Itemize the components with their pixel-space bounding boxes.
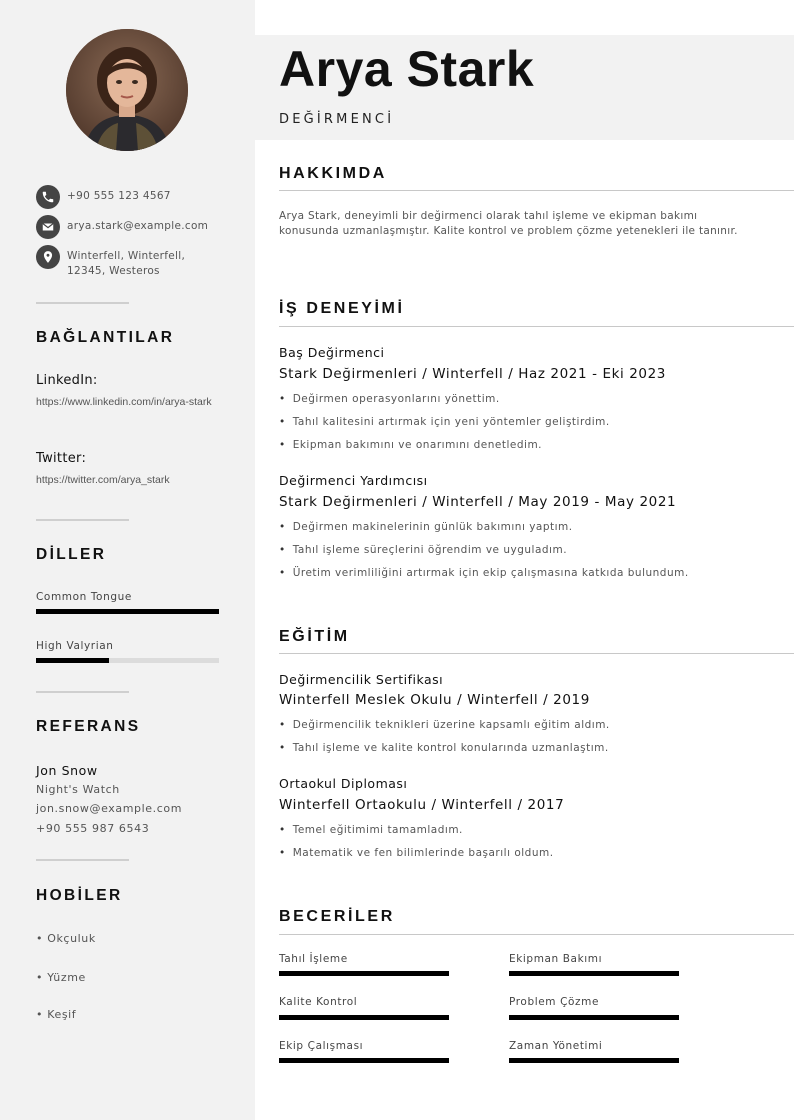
job-bullet: • Değirmen operasyonlarını yönettim. — [279, 393, 500, 405]
section-rule — [279, 190, 794, 191]
skill-level-fill — [509, 1058, 679, 1063]
edu-school: Winterfell Ortaokulu / Winterfell / 2017 — [279, 797, 565, 813]
location-pin-icon — [36, 245, 60, 269]
languages-heading: DİLLER — [36, 546, 107, 563]
phone-icon — [36, 185, 60, 209]
experience-heading: İŞ DENEYİMİ — [279, 300, 405, 317]
divider — [36, 302, 129, 304]
job-bullet: • Değirmen makinelerinin günlük bakımını yaptım. — [279, 521, 573, 533]
job-org: Stark Değirmenleri / Winterfell / Haz 2021 - Eki 2023 — [279, 366, 666, 382]
hobby-item: • Keşif — [36, 1008, 77, 1021]
divider — [36, 519, 129, 521]
skill-name: Problem Çözme — [509, 996, 600, 1008]
avatar-portrait-image — [66, 29, 188, 151]
twitter-label: Twitter: — [36, 451, 87, 466]
job-bullet: • Üretim verimliliğini artırmak için ekip çalışmasına katkıda bulundum. — [279, 567, 689, 579]
skill-level-bar — [509, 1015, 679, 1020]
language-level-fill — [36, 609, 219, 614]
sidebar — [0, 0, 255, 1120]
skill-name: Tahıl İşleme — [279, 953, 348, 965]
skill-level-fill — [279, 971, 449, 976]
address-text — [67, 245, 185, 279]
linkedin-label: LinkedIn: — [36, 373, 98, 388]
education-heading: EĞİTİM — [279, 628, 350, 645]
job-role: Değirmenci Yardımcısı — [279, 473, 428, 488]
section-rule — [279, 934, 794, 935]
main-content — [255, 0, 794, 1120]
skill-level-bar — [279, 971, 449, 976]
edu-bullet: • Tahıl işleme ve kalite kontrol konularında uzmanlaştım. — [279, 742, 609, 754]
reference-org: Night's Watch — [36, 783, 120, 796]
job-title: DEĞİRMENCİ — [279, 112, 395, 127]
about-text: Arya Stark, deneyimli bir değirmenci olarak tahıl işleme ve ekipman bakımı konusunda uzmanlaşmıştır. Kalite kontrol ve problem çözme yetenekleri ile tanınır. — [279, 210, 738, 237]
edu-degree: Ortaokul Diploması — [279, 776, 408, 791]
skill-level-fill — [279, 1058, 449, 1063]
language-level-fill — [36, 658, 109, 663]
linkedin-link[interactable]: https://www.linkedin.com/in/arya-stark — [36, 396, 212, 408]
language-level-bar — [36, 658, 219, 663]
address-line1: Winterfell, Winterfell, — [67, 250, 186, 262]
edu-bullet: • Matematik ve fen bilimlerinde başarılı oldum. — [279, 847, 554, 859]
reference-email[interactable]: jon.snow@example.com — [36, 802, 183, 815]
contact-address — [36, 245, 185, 279]
reference-phone: +90 555 987 6543 — [36, 822, 150, 835]
skill-name: Kalite Kontrol — [279, 996, 358, 1008]
links-heading: BAĞLANTILAR — [36, 329, 175, 346]
skill-level-fill — [509, 971, 679, 976]
email-text: arya.stark@example.com — [67, 220, 209, 232]
hobbies-heading: HOBİLER — [36, 887, 123, 904]
divider — [36, 859, 129, 861]
skill-name: Zaman Yönetimi — [509, 1040, 603, 1052]
language-level-bar — [36, 609, 219, 614]
edu-degree: Değirmencilik Sertifikası — [279, 672, 444, 687]
section-rule — [279, 653, 794, 654]
hobby-item: • Okçuluk — [36, 932, 96, 945]
edu-bullet: • Değirmencilik teknikleri üzerine kapsamlı eğitim aldım. — [279, 719, 610, 731]
skills-heading: BECERİLER — [279, 908, 395, 925]
about-heading: HAKKIMDA — [279, 165, 387, 182]
avatar — [66, 29, 188, 151]
reference-name: Jon Snow — [36, 763, 98, 778]
language-name: High Valyrian — [36, 640, 114, 652]
section-rule — [279, 326, 794, 327]
skill-level-bar — [279, 1058, 449, 1063]
job-role: Baş Değirmenci — [279, 345, 385, 360]
skill-level-bar — [509, 971, 679, 976]
phone-text: +90 555 123 4567 — [67, 190, 171, 202]
skill-level-bar — [509, 1058, 679, 1063]
reference-heading: REFERANS — [36, 718, 141, 735]
job-bullet: • Tahıl işleme süreçlerini öğrendim ve uyguladım. — [279, 544, 567, 556]
job-bullet: • Tahıl kalitesini artırmak için yeni yöntemler geliştirdim. — [279, 416, 610, 428]
contact-email — [36, 215, 208, 239]
twitter-link[interactable]: https://twitter.com/arya_stark — [36, 474, 170, 486]
language-name: Common Tongue — [36, 591, 132, 603]
skill-level-fill — [279, 1015, 449, 1020]
edu-bullet: • Temel eğitimimi tamamladım. — [279, 824, 463, 836]
hobby-item: • Yüzme — [36, 971, 86, 984]
job-org: Stark Değirmenleri / Winterfell / May 2019 - May 2021 — [279, 494, 677, 510]
envelope-icon — [36, 215, 60, 239]
skill-level-bar — [279, 1015, 449, 1020]
contact-phone — [36, 185, 171, 209]
skill-level-fill — [509, 1015, 679, 1020]
edu-school: Winterfell Meslek Okulu / Winterfell / 2019 — [279, 692, 590, 708]
skill-name: Ekipman Bakımı — [509, 953, 603, 965]
job-bullet: • Ekipman bakımını ve onarımını denetledim. — [279, 439, 542, 451]
skill-name: Ekip Çalışması — [279, 1040, 364, 1052]
divider — [36, 691, 129, 693]
person-name: Arya Stark — [279, 41, 535, 97]
address-line2: 12345, Westeros — [67, 265, 160, 277]
